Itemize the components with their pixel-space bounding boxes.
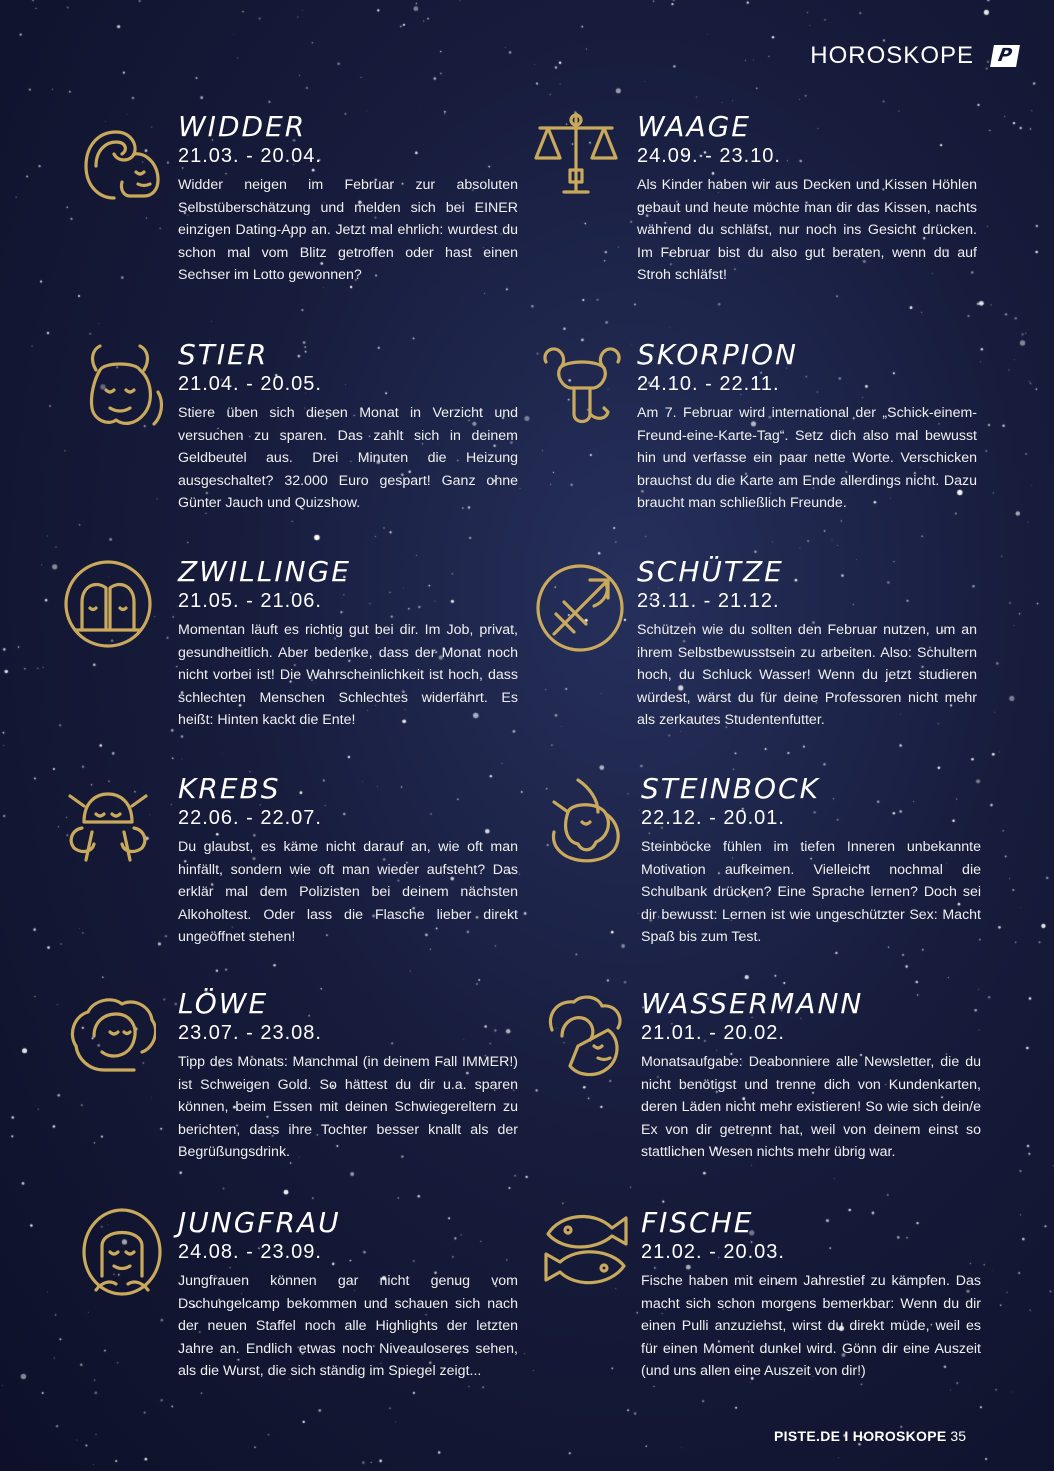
scorpion-icon bbox=[536, 340, 628, 432]
sign-name: JUNGFRAU bbox=[178, 1206, 341, 1239]
capricorn-icon bbox=[542, 772, 634, 864]
sign-text: Tipp des Monats: Manchmal (in deinem Fall IMMER!) ist Schweigen Gold. So hättest du dir u.a. sparen können, beim Essen mit deinen Schwiegereltern zu berichten, dass ihre Tochter besser knallt als der Begrüßungsdrink. bbox=[178, 1054, 518, 1161]
sign-dates: 22.06. - 22.07. bbox=[178, 807, 322, 829]
water-bearer-icon bbox=[538, 990, 630, 1082]
sign-skorpion bbox=[637, 338, 977, 515]
archer-icon bbox=[534, 562, 626, 654]
sign-name: WIDDER bbox=[178, 110, 307, 143]
sign-name: KREBS bbox=[178, 772, 281, 805]
virgin-icon bbox=[76, 1206, 168, 1298]
sign-text: Steinböcke fühlen im tiefen Inneren unbekannte Motivation aufkeimen. Vielleicht nochmal die Schulbank drücken? Eine Sprache lernen? Doch sei dir bewusst: Lernen ist wie ungeschützter Sex: Macht Spaß bis zum Test. bbox=[641, 839, 981, 946]
sign-waage bbox=[637, 110, 977, 287]
sign-dates: 24.10. - 22.11. bbox=[637, 373, 780, 395]
magazine-logo: P bbox=[990, 45, 1020, 67]
sign-dates: 24.09. - 23.10. bbox=[637, 145, 781, 167]
sign-dates: 23.07. - 23.08. bbox=[178, 1022, 322, 1044]
page-footer bbox=[774, 1428, 966, 1444]
sign-text: Jungfrauen können gar nicht genug vom Dschungelcamp bekommen und schauen sich nach der neuen Staffel noch alle Highlights der letzten Jahre an. Endlich etwas noch Niveauloseres sehen, als die Wurst, die sich ständig im Spiegel zeigt... bbox=[178, 1273, 518, 1380]
sign-name: WAAGE bbox=[637, 110, 751, 143]
section-title: HOROSKOPE bbox=[810, 42, 974, 69]
sign-jungfrau bbox=[178, 1206, 518, 1383]
sign-name: LÖWE bbox=[178, 987, 269, 1020]
sign-text: Du glaubst, es käme nicht darauf an, wie oft man hinfällt, sondern wie oft man wieder aufsteht? Das erklär mal dem Polizisten bei deinem nächsten Alkoholtest. Oder lass die Flasche lieber direkt ungeöffnet stehen! bbox=[178, 839, 518, 946]
ram-icon bbox=[74, 110, 166, 202]
sign-steinbock bbox=[641, 772, 981, 949]
sign-zwillinge bbox=[178, 555, 518, 732]
scales-icon bbox=[530, 106, 622, 198]
crab-icon bbox=[62, 772, 154, 864]
sign-text: Fische haben mit einem Jahrestief zu kämpfen. Das macht sich schon morgens bemerkbar: Wenn du dir einen Pulli anzuziehst, wirst du direkt müde, weil es für einen Moment dunkel wird. Gönn dir eine Auszeit (und uns allen eine Auszeit von dir!) bbox=[641, 1273, 981, 1380]
sign-dates: 21.03. - 20.04. bbox=[178, 145, 322, 167]
sign-widder bbox=[178, 110, 518, 287]
sign-text: Monatsaufgabe: Deabonniere alle Newsletter, die du nicht benötigst und trenne dich von Kundenkarten, deren Läden nicht mehr existieren! So wie sich dein/e Ex von dir getrennt hat, weil von deinem einst so stattlichen Wesen nichts mehr übrig war. bbox=[641, 1054, 981, 1161]
sign-krebs bbox=[178, 772, 518, 949]
bull-icon bbox=[74, 340, 166, 432]
sign-name: SKORPION bbox=[637, 338, 799, 371]
sign-dates: 23.11. - 21.12. bbox=[637, 590, 780, 612]
sign-name: FISCHE bbox=[641, 1206, 754, 1239]
lion-icon bbox=[64, 986, 156, 1078]
fish-icon bbox=[540, 1204, 632, 1296]
sign-dates: 22.12. - 20.01. bbox=[641, 807, 785, 829]
sign-name: SCHÜTZE bbox=[637, 555, 784, 588]
sign-text: Schützen wie du sollten den Februar nutzen, um an ihrem Selbstbewusstsein zu arbeiten. Also: Schultern hoch, du Schluck Wasser! Wenn du jetzt studieren würdest, wärst du für deine Professoren nicht mehr als zerkautes Studentenfutter. bbox=[637, 622, 977, 729]
page-number: 35 bbox=[950, 1428, 966, 1444]
sign-name: STEINBOCK bbox=[641, 772, 820, 805]
sign-dates: 21.04. - 20.05. bbox=[178, 373, 322, 395]
sign-text: Stiere üben sich diesen Monat in Verzicht und versuchen zu sparen. Das zahlt sich in deinem Geldbeutel aus. Drei Minuten die Heizung ausgeschaltet? 32.000 Euro gespart! Ganz ohne Günter Jauch und Quizshow. bbox=[178, 405, 518, 512]
sign-loewe bbox=[178, 987, 518, 1164]
sign-dates: 24.08. - 23.09. bbox=[178, 1241, 322, 1263]
sign-name: ZWILLINGE bbox=[178, 555, 351, 588]
sign-dates: 21.02. - 20.03. bbox=[641, 1241, 785, 1263]
sign-stier bbox=[178, 338, 518, 515]
sign-wassermann bbox=[641, 987, 981, 1164]
sign-text: Widder neigen im Februar zur absoluten Selbstüberschätzung und melden sich bei EINER einzigen Dating-App an. Jetzt mal ehrlich: wurdest du schon mal vom Blitz getroffen oder hast einen Sechser im Lotto gewonnen? bbox=[178, 177, 518, 284]
sign-text: Momentan läuft es richtig gut bei dir. Im Job, privat, gesundheitlich. Aber bedenke, dass der Monat noch nicht vorbei ist! Die Wahrscheinlichkeit ist hoch, dass schlechten Menschen Schlechtes widerfährt. Es heißt: Hinten kackt die Ente! bbox=[178, 622, 518, 729]
footer-site: PISTE.DE I HOROSKOPE bbox=[774, 1428, 947, 1444]
twins-icon bbox=[62, 558, 154, 650]
sign-dates: 21.05. - 21.06. bbox=[178, 590, 322, 612]
page-header bbox=[810, 42, 1018, 70]
sign-schuetze bbox=[637, 555, 977, 732]
sign-name: WASSERMANN bbox=[641, 987, 864, 1020]
sign-fische bbox=[641, 1206, 981, 1383]
sign-text: Als Kinder haben wir aus Decken und Kissen Höhlen gebaut und heute möchte man dir das Kissen, nachts während du schläfst, nur noch ins Gesicht drücken. Im Februar bist du also gut beraten, wenn du auf Stroh schläfst! bbox=[637, 177, 977, 284]
sign-text: Am 7. Februar wird international der „Schick-einem-Freund-eine-Karte-Tag“. Setz dich also mal bewusst hin und verfasse ein paar nette Worte. Verschicken brauchst du die Karte am Ende allerdings nicht. Dazu braucht man schließlich Freunde. bbox=[637, 405, 977, 512]
sign-name: STIER bbox=[178, 338, 269, 371]
sign-dates: 21.01. - 20.02. bbox=[641, 1022, 785, 1044]
